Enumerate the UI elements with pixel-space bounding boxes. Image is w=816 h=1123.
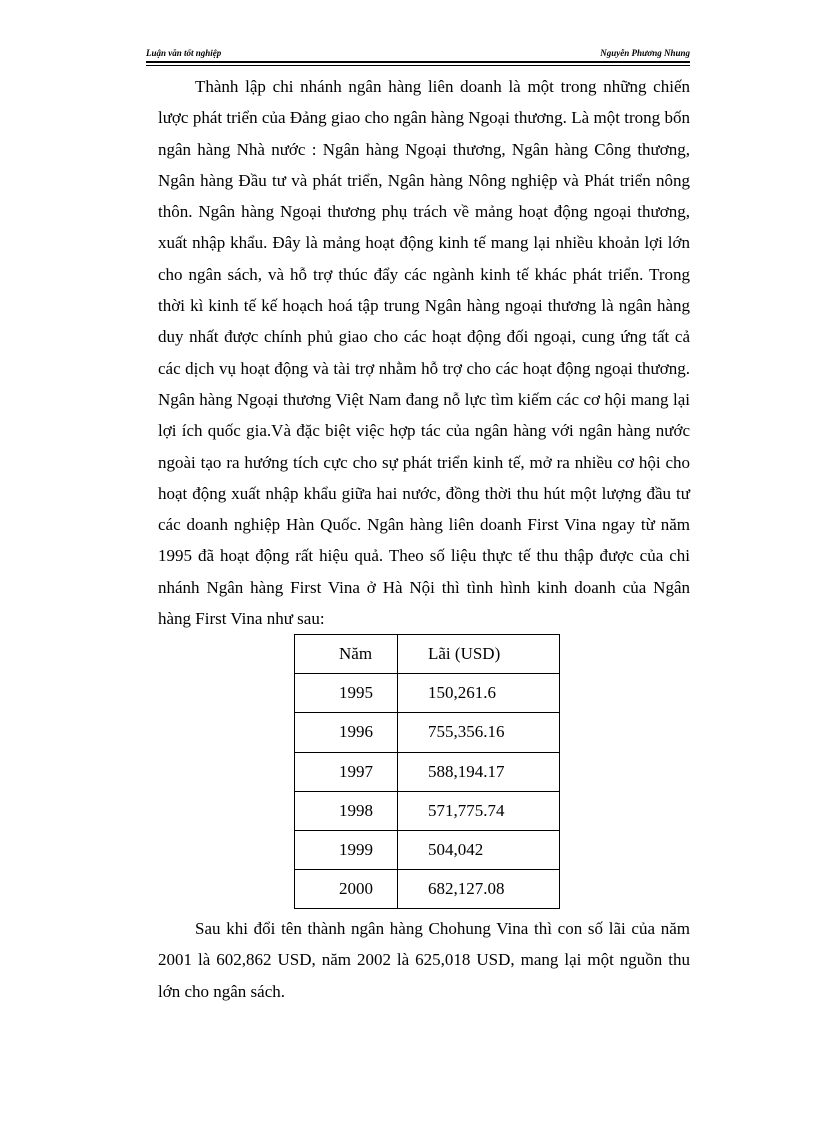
table-cell-profit: 588,194.17 bbox=[398, 752, 560, 791]
table-cell-year: 2000 bbox=[295, 870, 398, 909]
body-paragraph-1: Thành lập chi nhánh ngân hàng liên doanh là một trong những chiến lược phát triển của Đảng giao cho ngân hàng Ngoại thương. Là một trong bốn ngân hàng Nhà nước : Ngân hàng Ngoại thương, Ngân hàng Công thương, Ngân hàng Đầu tư và phát triển, Ngân hàng Nông nghiệp và Phát triển nông thôn. Ngân hàng Ngoại thương phụ trách về mảng hoạt động ngoại thương, xuất nhập khẩu. Đây là mảng hoạt động kinh tế mang lại nhiều khoản lợi lớn cho ngân sách, và hỗ trợ thúc đẩy các ngành kinh tế khác phát triển. Trong thời kì kinh tế kế hoạch hoá tập trung Ngân hàng ngoại thương là ngân hàng duy nhất được chính phủ giao cho các hoạt động đối ngoại, cung ứng tất cả các dịch vụ hoạt động và tài trợ nhằm hỗ trợ cho các hoạt động ngoại thương. Ngân hàng Ngoại thương Việt Nam đang nỗ lực tìm kiếm các cơ hội mang lại lợi ích quốc gia.Và đặc biệt việc hợp tác của ngân hàng với ngân hàng nước ngoài tạo ra hướng tích cực cho sự phát triển kinh tế, mở ra nhiều cơ hội cho hoạt động xuất nhập khẩu giữa hai nước, đồng thời thu hút một lượng đầu tư các doanh nghiệp Hàn Quốc. Ngân hàng liên doanh First Vina ngay từ năm 1995 đã hoạt động rất hiệu quả. Theo số liệu thực tế thu thập được của chi nhánh Ngân hàng First Vina ở Hà Nội thì tình hình kinh doanh của Ngân hàng First Vina như sau: bbox=[158, 77, 690, 629]
table-cell-year: 1995 bbox=[295, 674, 398, 713]
table-cell-profit: 150,261.6 bbox=[398, 674, 560, 713]
table-row bbox=[295, 752, 560, 791]
header-rule-thin bbox=[146, 65, 690, 66]
table-row bbox=[295, 791, 560, 830]
table-header-row bbox=[295, 635, 560, 674]
table-cell-year: 1998 bbox=[295, 791, 398, 830]
table-cell-year: 1997 bbox=[295, 752, 398, 791]
table-row bbox=[295, 674, 560, 713]
table-header-year: Năm bbox=[295, 635, 398, 674]
table-cell-profit: 755,356.16 bbox=[398, 713, 560, 752]
table-cell-year: 1999 bbox=[295, 830, 398, 869]
table-row bbox=[295, 830, 560, 869]
table-cell-profit: 571,775.74 bbox=[398, 791, 560, 830]
header-author-name: Nguyễn Phương Nhung bbox=[600, 48, 690, 58]
profit-table bbox=[294, 634, 560, 909]
body-paragraph-2: Sau khi đổi tên thành ngân hàng Chohung Vina thì con số lãi của năm 2001 là 602,862 USD, năm 2002 là 625,018 USD, mang lại một nguồn thu lớn cho ngân sách. bbox=[158, 919, 690, 1001]
header-thesis-label: Luận văn tốt nghiệp bbox=[146, 48, 222, 58]
table-cell-profit: 682,127.08 bbox=[398, 870, 560, 909]
page-header bbox=[146, 42, 690, 60]
table-cell-year: 1996 bbox=[295, 713, 398, 752]
table-cell-profit: 504,042 bbox=[398, 830, 560, 869]
table-row bbox=[295, 713, 560, 752]
table-header-profit: Lãi (USD) bbox=[398, 635, 560, 674]
header-rule bbox=[146, 61, 690, 63]
table-row bbox=[295, 870, 560, 909]
